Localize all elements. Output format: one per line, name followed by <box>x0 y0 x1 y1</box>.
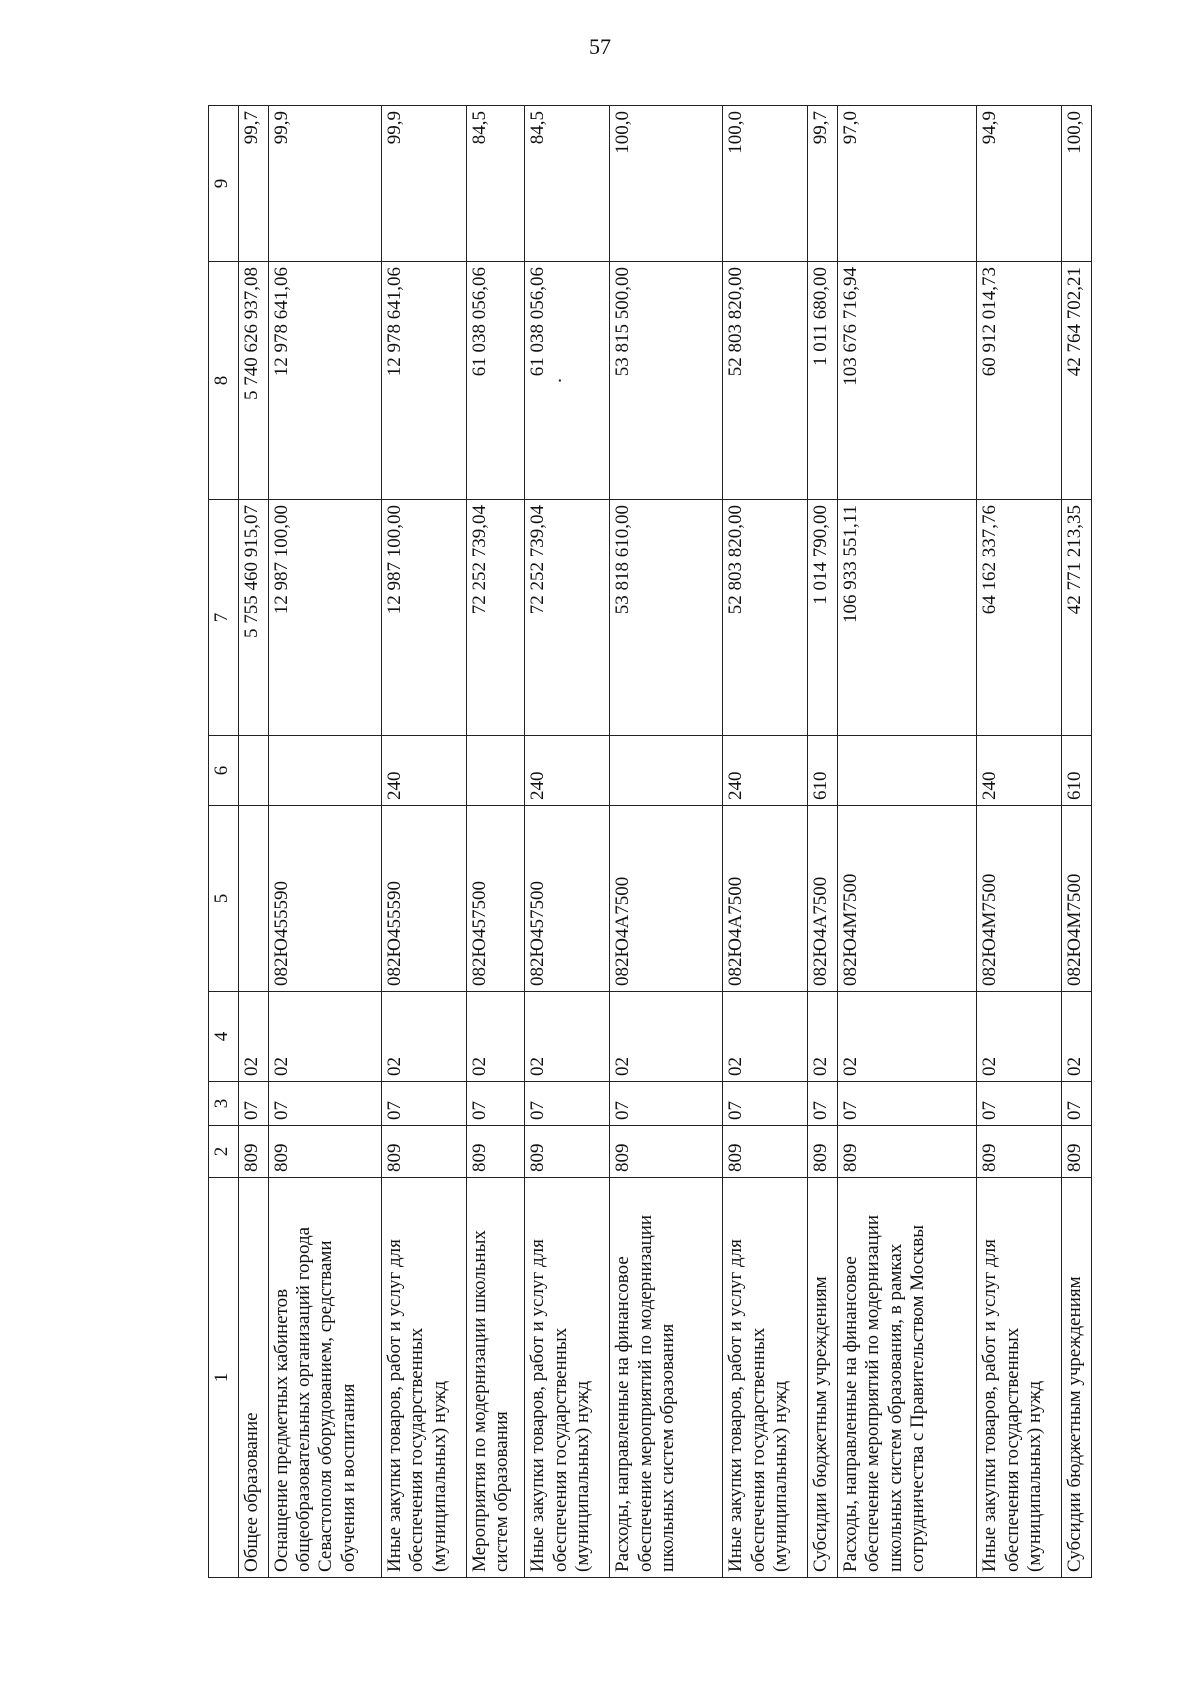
page-number: 57 <box>589 34 611 59</box>
cell-col5 <box>238 806 268 992</box>
cell-col3: 07 <box>610 1082 723 1126</box>
table-row <box>838 106 977 1578</box>
cell-col4: 02 <box>1062 992 1092 1082</box>
row-name: Иные закупки товаров, работ и услуг для обеспечения государственных (муниципальных) нужд <box>723 1178 808 1578</box>
cell-col5: 082Ю4М7500 <box>977 806 1062 992</box>
cell-col3: 07 <box>808 1082 838 1126</box>
cell-col3: 07 <box>525 1082 610 1126</box>
cell-col7: 64 162 337,76 <box>977 500 1062 736</box>
cell-col8: 12 978 641,06 <box>268 262 381 500</box>
cell-col6 <box>238 736 268 806</box>
cell-col8: 5 740 626 937,08 <box>238 262 268 500</box>
cell-col7: 72 252 739,04 <box>525 500 610 736</box>
cell-col5: 082Ю457500 <box>525 806 610 992</box>
cell-col8: 53 815 500,00 <box>610 262 723 500</box>
cell-col4: 02 <box>466 992 525 1082</box>
cell-col6: 240 <box>525 736 610 806</box>
cell-col6: 610 <box>1062 736 1092 806</box>
cell-col8: 103 676 716,94 <box>838 262 977 500</box>
cell-col3: 07 <box>466 1082 525 1126</box>
cell-col8: 61 038 056,06 <box>466 262 525 500</box>
row-name: Общее образование <box>238 1178 268 1578</box>
cell-col3: 07 <box>268 1082 381 1126</box>
cell-value: 61 038 056,06 <box>527 267 549 377</box>
cell-col2: 809 <box>238 1126 268 1178</box>
cell-col5: 082Ю4М7500 <box>838 806 977 992</box>
cell-col6 <box>838 736 977 806</box>
cell-col7: 52 803 820,00 <box>723 500 808 736</box>
cell-col7: 72 252 739,04 <box>466 500 525 736</box>
table-row <box>466 106 525 1578</box>
row-name: Иные закупки товаров, работ и услуг для обеспечения государственных (муниципальных) нужд <box>525 1178 610 1578</box>
cell-col6: 610 <box>808 736 838 806</box>
cell-col8: 42 764 702,21 <box>1062 262 1092 500</box>
row-name: Иные закупки товаров, работ и услуг для обеспечения государственных (муниципальных) нужд <box>977 1178 1062 1578</box>
cell-col2: 809 <box>1062 1126 1092 1178</box>
cell-col9: 99,9 <box>381 106 466 262</box>
row-name: Мероприятия по модернизации школьных систем образования <box>466 1178 525 1578</box>
cell-col9: 84,5 <box>466 106 525 262</box>
cell-col5: 082Ю455590 <box>268 806 381 992</box>
header-cell: 1 <box>209 1178 239 1578</box>
cell-col5: 082Ю4А7500 <box>610 806 723 992</box>
cell-col6: 240 <box>381 736 466 806</box>
cell-col9: 99,7 <box>808 106 838 262</box>
cell-col5: 082Ю457500 <box>466 806 525 992</box>
header-cell: 6 <box>209 736 239 806</box>
rotated-table-container <box>208 106 1092 1578</box>
scan-dot-mark <box>550 267 572 494</box>
table-row <box>525 106 610 1578</box>
header-cell: 4 <box>209 992 239 1082</box>
cell-col2: 809 <box>381 1126 466 1178</box>
cell-col7: 12 987 100,00 <box>381 500 466 736</box>
header-cell: 9 <box>209 106 239 262</box>
table-header-row <box>209 106 239 1578</box>
cell-col5: 082Ю4А7500 <box>808 806 838 992</box>
cell-col2: 809 <box>808 1126 838 1178</box>
cell-col4: 02 <box>723 992 808 1082</box>
table-row <box>381 106 466 1578</box>
header-cell: 7 <box>209 500 239 736</box>
cell-col7: 12 987 100,00 <box>268 500 381 736</box>
header-cell: 3 <box>209 1082 239 1126</box>
cell-col4: 02 <box>808 992 838 1082</box>
cell-col5: 082Ю455590 <box>381 806 466 992</box>
header-cell: 2 <box>209 1126 239 1178</box>
cell-col2: 809 <box>977 1126 1062 1178</box>
table-row <box>808 106 838 1578</box>
cell-col2: 809 <box>838 1126 977 1178</box>
table-row <box>723 106 808 1578</box>
cell-col4: 02 <box>838 992 977 1082</box>
row-name: Субсидии бюджетным учреждениям <box>1062 1178 1092 1578</box>
cell-col7: 5 755 460 915,07 <box>238 500 268 736</box>
cell-col3: 07 <box>381 1082 466 1126</box>
cell-col3: 07 <box>238 1082 268 1126</box>
cell-col5: 082Ю4М7500 <box>1062 806 1092 992</box>
table-row <box>1062 106 1092 1578</box>
cell-col7: 53 818 610,00 <box>610 500 723 736</box>
cell-col2: 809 <box>723 1126 808 1178</box>
cell-col4: 02 <box>238 992 268 1082</box>
cell-col4: 02 <box>610 992 723 1082</box>
table-row <box>610 106 723 1578</box>
cell-col7: 106 933 551,11 <box>838 500 977 736</box>
budget-table <box>208 105 1092 1578</box>
cell-col8: 1 011 680,00 <box>808 262 838 500</box>
cell-col2: 809 <box>610 1126 723 1178</box>
cell-col4: 02 <box>525 992 610 1082</box>
row-name: Иные закупки товаров, работ и услуг для обеспечения государственных (муниципальных) нужд <box>381 1178 466 1578</box>
cell-col8: 60 912 014,73 <box>977 262 1062 500</box>
cell-col8: 52 803 820,00 <box>723 262 808 500</box>
cell-col4: 02 <box>268 992 381 1082</box>
cell-col2: 809 <box>525 1126 610 1178</box>
row-name: Расходы, направленные на финансовое обеспечение мероприятий по модернизации школьных систем образования, в рамках сотрудничества с Правительством Москвы <box>838 1178 977 1578</box>
cell-col2: 809 <box>466 1126 525 1178</box>
cell-col9: 100,0 <box>723 106 808 262</box>
cell-col7: 1 014 790,00 <box>808 500 838 736</box>
table-row <box>238 106 268 1578</box>
cell-col7: 42 771 213,35 <box>1062 500 1092 736</box>
cell-col8: 12 978 641,06 <box>381 262 466 500</box>
cell-col9: 99,7 <box>238 106 268 262</box>
cell-col6 <box>466 736 525 806</box>
cell-col9: 99,9 <box>268 106 381 262</box>
cell-col6 <box>610 736 723 806</box>
header-cell: 8 <box>209 262 239 500</box>
cell-col3: 07 <box>838 1082 977 1126</box>
cell-col6 <box>268 736 381 806</box>
cell-col5: 082Ю4А7500 <box>723 806 808 992</box>
row-name: Субсидии бюджетным учреждениям <box>808 1178 838 1578</box>
cell-col4: 02 <box>977 992 1062 1082</box>
row-name: Расходы, направленные на финансовое обеспечение мероприятий по модернизации школьных систем образования <box>610 1178 723 1578</box>
cell-col9: 84,5 <box>525 106 610 262</box>
cell-col3: 07 <box>1062 1082 1092 1126</box>
table-row <box>977 106 1062 1578</box>
cell-col2: 809 <box>268 1126 381 1178</box>
cell-col9: 100,0 <box>610 106 723 262</box>
cell-col3: 07 <box>723 1082 808 1126</box>
header-cell: 5 <box>209 806 239 992</box>
cell-col6: 240 <box>977 736 1062 806</box>
cell-col9: 97,0 <box>838 106 977 262</box>
row-name: Оснащение предметных кабинетов общеобразовательных организаций города Севастополя оборудованием, средствами обучения и воспитания <box>268 1178 381 1578</box>
cell-col8 <box>525 262 610 500</box>
table-row <box>268 106 381 1578</box>
cell-col3: 07 <box>977 1082 1062 1126</box>
cell-col9: 100,0 <box>1062 106 1092 262</box>
cell-col9: 94,9 <box>977 106 1062 262</box>
cell-col4: 02 <box>381 992 466 1082</box>
cell-col6: 240 <box>723 736 808 806</box>
